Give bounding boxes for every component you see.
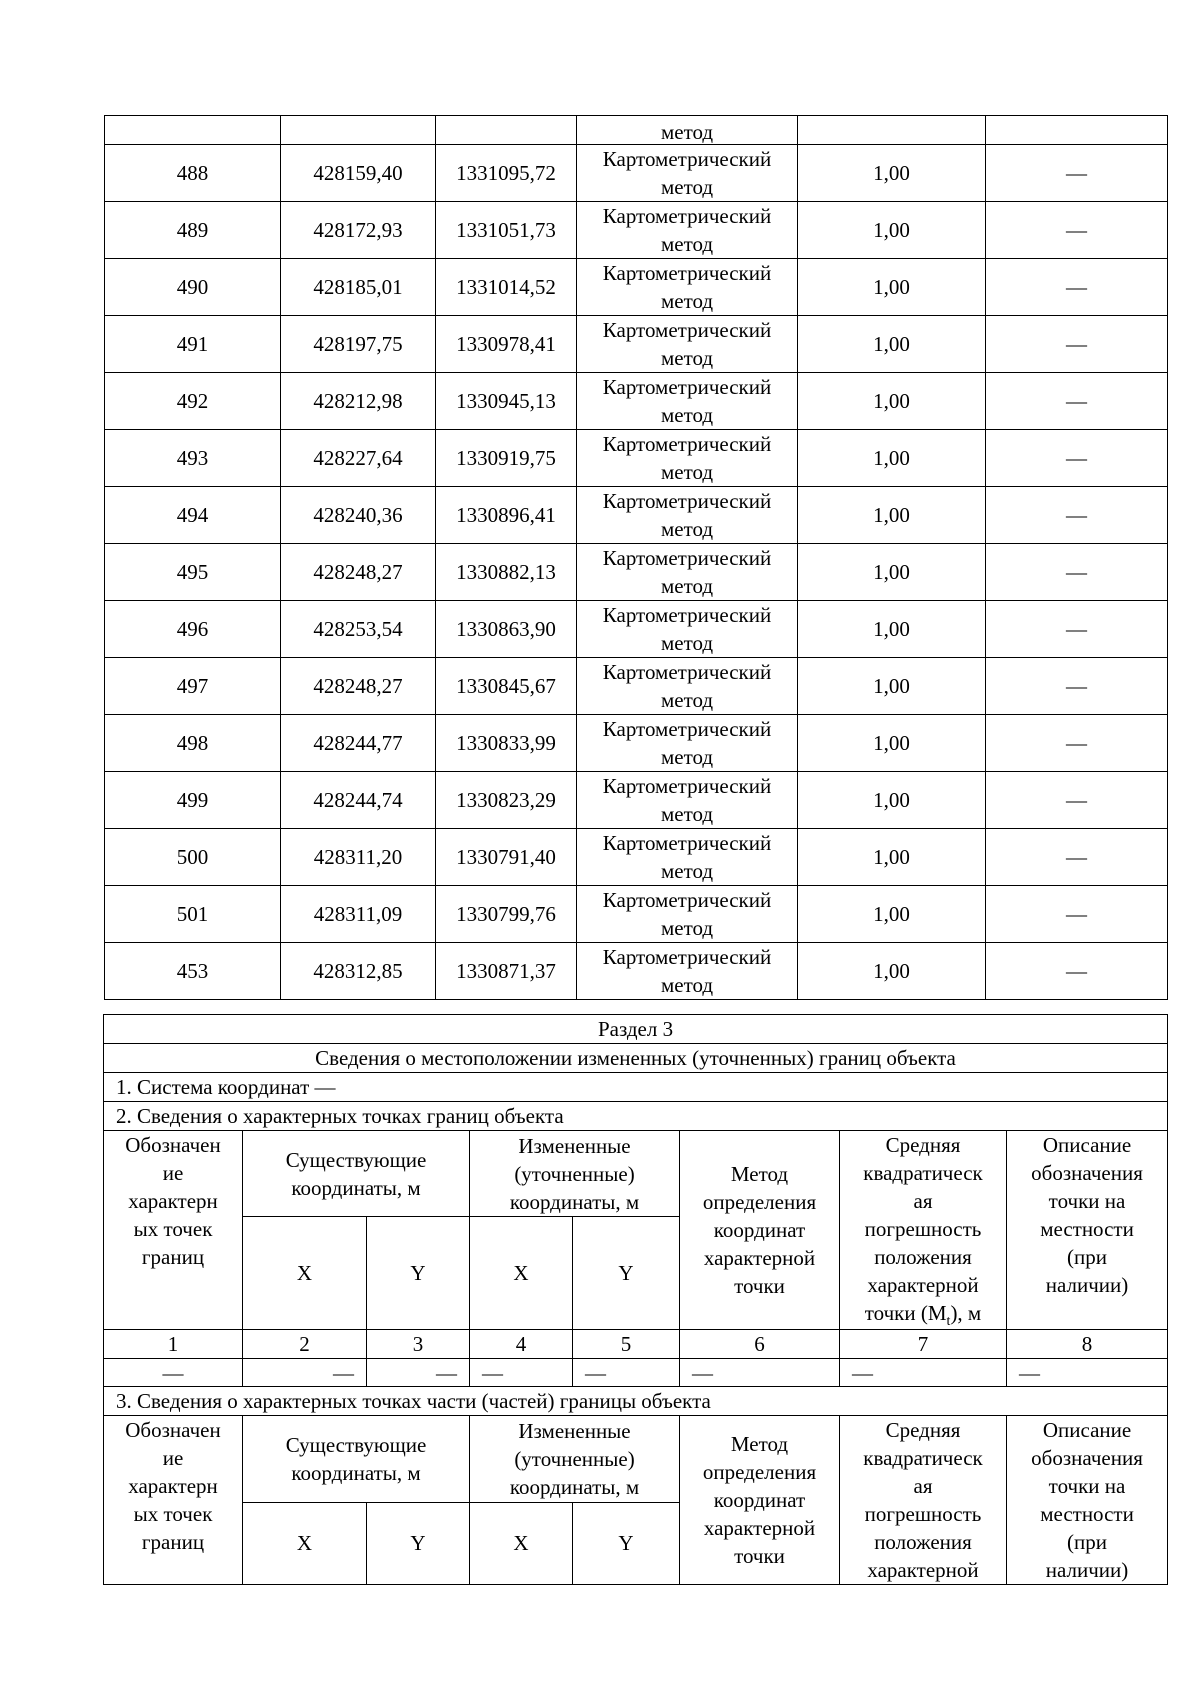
error-value: 1,00 (798, 487, 986, 544)
empty-cell: — (470, 1359, 573, 1387)
point-designation-header (104, 1416, 243, 1585)
section-subtitle-row (104, 1044, 1168, 1073)
header-line: квадратическ (863, 1446, 983, 1470)
method-line: Картометрический (602, 774, 772, 798)
method-cell (577, 658, 798, 715)
method-cell (577, 715, 798, 772)
header-line: ие (162, 1161, 184, 1185)
error-header (840, 1131, 1007, 1330)
method-line: Картометрический (602, 147, 772, 171)
point-number: 488 (105, 145, 281, 202)
header-line: определения (702, 1460, 817, 1484)
y-coordinate: 1330791,40 (436, 829, 577, 886)
method-line: метод (660, 175, 714, 199)
method-cell (577, 829, 798, 886)
x-header: X (470, 1502, 573, 1585)
header-row (104, 1131, 1168, 1217)
existing-coords-header (243, 1416, 470, 1503)
header-line: квадратическ (863, 1161, 983, 1185)
table-cell (105, 116, 281, 145)
x-coordinate: 428311,09 (281, 886, 436, 943)
x-coordinate: 428185,01 (281, 259, 436, 316)
header-line: характерн (128, 1474, 218, 1498)
table-row (105, 202, 1168, 259)
changed-coords-header (470, 1416, 680, 1503)
method-cell (577, 145, 798, 202)
description-header (1007, 1416, 1168, 1585)
description-value: — (986, 316, 1168, 373)
header-line: Обозначен (125, 1418, 221, 1442)
x-coordinate: 428240,36 (281, 487, 436, 544)
empty-cell: — (243, 1359, 367, 1387)
coordinates-table (104, 115, 1168, 1000)
header-text: ), м (950, 1301, 982, 1325)
x-coordinate: 428212,98 (281, 373, 436, 430)
point-number: 490 (105, 259, 281, 316)
x-coordinate: 428197,75 (281, 316, 436, 373)
table-row (105, 544, 1168, 601)
y-coordinate: 1330799,76 (436, 886, 577, 943)
method-line: Картометрический (602, 375, 772, 399)
description-value: — (986, 145, 1168, 202)
empty-cell: — (104, 1359, 243, 1387)
method-line: метод (660, 232, 714, 256)
column-number: 5 (573, 1330, 680, 1359)
y-coordinate: 1330863,90 (436, 601, 577, 658)
header-line: (уточненные) (514, 1446, 635, 1471)
table-row (105, 715, 1168, 772)
x-coordinate: 428159,40 (281, 145, 436, 202)
point-number: 489 (105, 202, 281, 259)
point-number: 495 (105, 544, 281, 601)
error-value: 1,00 (798, 145, 986, 202)
empty-data-row (104, 1359, 1168, 1387)
table-cell (986, 116, 1168, 145)
error-value: 1,00 (798, 943, 986, 1000)
error-value: 1,00 (798, 658, 986, 715)
spacer (680, 1416, 839, 1430)
method-cell: метод (577, 116, 798, 145)
description-value: — (986, 658, 1168, 715)
table-row (105, 145, 1168, 202)
table-row (105, 373, 1168, 430)
header-line: Существующие (285, 1432, 427, 1457)
method-cell (577, 430, 798, 487)
y-header: Y (573, 1502, 680, 1585)
header-line: погрешность (864, 1217, 982, 1241)
point-number: 491 (105, 316, 281, 373)
table-cell (798, 116, 986, 145)
y-header: Y (573, 1217, 680, 1330)
header-line: (уточненные) (514, 1161, 635, 1186)
description-value: — (986, 715, 1168, 772)
method-cell (577, 544, 798, 601)
section-title: Раздел 3 (104, 1015, 1168, 1044)
table-row (105, 943, 1168, 1000)
error-value: 1,00 (798, 202, 986, 259)
empty-cell: — (1007, 1359, 1168, 1387)
column-number: 2 (243, 1330, 367, 1359)
y-coordinate: 1330919,75 (436, 430, 577, 487)
column-number: 8 (1007, 1330, 1168, 1359)
header-text: точки (M (864, 1301, 947, 1325)
method-line: метод (660, 802, 714, 826)
table-row (105, 658, 1168, 715)
method-line: Картометрический (602, 945, 772, 969)
method-cell (577, 316, 798, 373)
coord-system-label: 1. Система координат — (104, 1073, 1168, 1102)
table-row (105, 772, 1168, 829)
y-header: Y (367, 1217, 470, 1330)
method-line: Картометрический (602, 831, 772, 855)
method-line: метод (660, 460, 714, 484)
description-value: — (986, 829, 1168, 886)
changed-coords-header (470, 1131, 680, 1217)
description-value: — (986, 943, 1168, 1000)
y-coordinate: 1330896,41 (436, 487, 577, 544)
description-value: — (986, 202, 1168, 259)
table-row (105, 259, 1168, 316)
method-cell (577, 772, 798, 829)
y-coordinate: 1330871,37 (436, 943, 577, 1000)
error-value: 1,00 (798, 316, 986, 373)
header-line: Измененные (518, 1418, 631, 1443)
header-line: ая (913, 1189, 933, 1213)
method-header (680, 1131, 840, 1330)
description-value: — (986, 886, 1168, 943)
error-value: 1,00 (798, 772, 986, 829)
error-value: 1,00 (798, 886, 986, 943)
header-line: координат (713, 1218, 806, 1242)
empty-cell: — (367, 1359, 470, 1387)
header-line: Обозначен (125, 1133, 221, 1157)
point-number: 496 (105, 601, 281, 658)
y-coordinate: 1331014,52 (436, 259, 577, 316)
description-value: — (986, 373, 1168, 430)
header-line: Описание (1042, 1133, 1132, 1157)
header-line: (при (1067, 1245, 1107, 1269)
y-coordinate: 1330833,99 (436, 715, 577, 772)
method-line: Картометрический (602, 717, 772, 741)
method-line: Картометрический (602, 603, 772, 627)
method-line: Картометрический (602, 546, 772, 570)
table-row (105, 886, 1168, 943)
table-row (105, 487, 1168, 544)
header-line: Метод (730, 1162, 789, 1186)
header-line: ых точек (133, 1502, 213, 1526)
x-coordinate: 428244,74 (281, 772, 436, 829)
error-header (840, 1416, 1007, 1585)
method-cell (577, 202, 798, 259)
header-line: обозначения (1031, 1161, 1143, 1185)
method-cell (577, 487, 798, 544)
x-header: X (243, 1502, 367, 1585)
method-line: Картометрический (602, 261, 772, 285)
y-coordinate: 1330945,13 (436, 373, 577, 430)
point-number: 499 (105, 772, 281, 829)
y-coordinate: 1331095,72 (436, 145, 577, 202)
point-number: 492 (105, 373, 281, 430)
x-coordinate: 428172,93 (281, 202, 436, 259)
header-line: Средняя (885, 1418, 961, 1442)
table-row (105, 316, 1168, 373)
header-line: координаты, м (509, 1189, 640, 1214)
column-number: 7 (840, 1330, 1007, 1359)
column-number: 4 (470, 1330, 573, 1359)
column-number: 6 (680, 1330, 840, 1359)
method-line: метод (660, 745, 714, 769)
header-line: ая (913, 1474, 933, 1498)
method-line: Картометрический (602, 660, 772, 684)
description-value: — (986, 544, 1168, 601)
table-cell (436, 116, 577, 145)
header-line: ых точек (133, 1217, 213, 1241)
points-heading: 2. Сведения о характерных точках границ объекта (104, 1102, 1168, 1131)
header-line: координаты, м (291, 1175, 421, 1200)
error-value: 1,00 (798, 259, 986, 316)
section-title-row (104, 1015, 1168, 1044)
point-number: 498 (105, 715, 281, 772)
description-header (1007, 1131, 1168, 1330)
header-line: координаты, м (509, 1474, 640, 1499)
x-header: X (243, 1217, 367, 1330)
error-value: 1,00 (798, 373, 986, 430)
header-line: наличии) (1045, 1273, 1129, 1297)
method-cell (577, 259, 798, 316)
header-line: определения (702, 1190, 817, 1214)
parts-heading-row (104, 1387, 1168, 1416)
header-line: местности (1040, 1502, 1134, 1526)
header-line: Описание (1042, 1418, 1132, 1442)
x-coordinate: 428244,77 (281, 715, 436, 772)
column-number: 1 (104, 1330, 243, 1359)
x-coordinate: 428253,54 (281, 601, 436, 658)
section-subtitle: Сведения о местоположении измененных (уточненных) границ объекта (104, 1044, 1168, 1073)
header-line: Метод (730, 1432, 789, 1456)
table-row (105, 829, 1168, 886)
header-line: координаты, м (291, 1460, 421, 1485)
method-line: метод (660, 346, 714, 370)
header-line: положения (874, 1530, 972, 1554)
error-value: 1,00 (798, 544, 986, 601)
point-number: 453 (105, 943, 281, 1000)
header-line: характерной (703, 1246, 816, 1270)
point-designation-header (104, 1131, 243, 1330)
description-value: — (986, 772, 1168, 829)
method-line: Картометрический (602, 204, 772, 228)
header-line: Существующие (285, 1147, 427, 1172)
empty-cell: — (680, 1359, 840, 1387)
header-line: характерной (867, 1273, 979, 1297)
x-coordinate: 428311,20 (281, 829, 436, 886)
point-number: 500 (105, 829, 281, 886)
method-cell (577, 373, 798, 430)
method-line: Картометрический (602, 888, 772, 912)
header-line: местности (1040, 1217, 1134, 1241)
table-row (105, 116, 1168, 145)
y-coordinate: 1330978,41 (436, 316, 577, 373)
y-coordinate: 1331051,73 (436, 202, 577, 259)
header-line: характерн (128, 1189, 218, 1213)
header-line: ие (162, 1446, 184, 1470)
header-line: характерной (703, 1516, 816, 1540)
method-line: Картометрический (602, 318, 772, 342)
method-line: метод (660, 916, 714, 940)
description-value: — (986, 259, 1168, 316)
points-heading-row (104, 1102, 1168, 1131)
header-line: положения (874, 1245, 972, 1269)
subscript: t (946, 1314, 951, 1330)
x-coordinate: 428227,64 (281, 430, 436, 487)
parts-heading: 3. Сведения о характерных точках части (частей) границы объекта (104, 1387, 1168, 1416)
header-line: точки (734, 1544, 785, 1568)
coord-system-row (104, 1073, 1168, 1102)
y-coordinate: 1330823,29 (436, 772, 577, 829)
header-row (104, 1416, 1168, 1503)
header-line: наличии) (1045, 1558, 1129, 1582)
point-number: 494 (105, 487, 281, 544)
header-line: Средняя (885, 1133, 961, 1157)
header-line: Измененные (518, 1133, 631, 1158)
existing-coords-header (243, 1131, 470, 1217)
header-line: точки на (1048, 1189, 1126, 1213)
x-coordinate: 428312,85 (281, 943, 436, 1000)
table-row (105, 601, 1168, 658)
y-coordinate: 1330882,13 (436, 544, 577, 601)
method-line: метод (660, 859, 714, 883)
header-line: границ (141, 1530, 205, 1554)
section3-table (103, 1014, 1168, 1585)
description-value: — (986, 601, 1168, 658)
method-line: метод (660, 688, 714, 712)
method-line: метод (660, 574, 714, 598)
point-number: 493 (105, 430, 281, 487)
header-line: координат (713, 1488, 806, 1512)
method-header (680, 1416, 840, 1585)
header-line: характерной (867, 1558, 979, 1582)
method-line: метод (660, 517, 714, 541)
header-line: границ (141, 1245, 205, 1269)
y-header: Y (367, 1502, 470, 1585)
point-number: 497 (105, 658, 281, 715)
header-line: точки (734, 1274, 785, 1298)
error-value: 1,00 (798, 601, 986, 658)
error-value: 1,00 (798, 829, 986, 886)
header-line: погрешность (864, 1502, 982, 1526)
method-line: Картометрический (602, 489, 772, 513)
x-header: X (470, 1217, 573, 1330)
method-line: метод (660, 631, 714, 655)
point-number: 501 (105, 886, 281, 943)
method-cell (577, 886, 798, 943)
column-numbers-row (104, 1330, 1168, 1359)
column-number: 3 (367, 1330, 470, 1359)
method-cell (577, 943, 798, 1000)
description-value: — (986, 430, 1168, 487)
method-line: Картометрический (602, 432, 772, 456)
empty-cell: — (573, 1359, 680, 1387)
header-line: обозначения (1031, 1446, 1143, 1470)
method-line: метод (660, 973, 714, 997)
y-coordinate: 1330845,67 (436, 658, 577, 715)
error-value: 1,00 (798, 715, 986, 772)
description-value: — (986, 487, 1168, 544)
method-cell (577, 601, 798, 658)
x-coordinate: 428248,27 (281, 544, 436, 601)
header-line: точки на (1048, 1474, 1126, 1498)
method-line: метод (660, 289, 714, 313)
x-coordinate: 428248,27 (281, 658, 436, 715)
method-line: метод (660, 403, 714, 427)
table-cell (281, 116, 436, 145)
header-line (840, 1299, 1006, 1330)
table-row (105, 430, 1168, 487)
error-value: 1,00 (798, 430, 986, 487)
header-line: (при (1067, 1530, 1107, 1554)
empty-cell: — (840, 1359, 1007, 1387)
